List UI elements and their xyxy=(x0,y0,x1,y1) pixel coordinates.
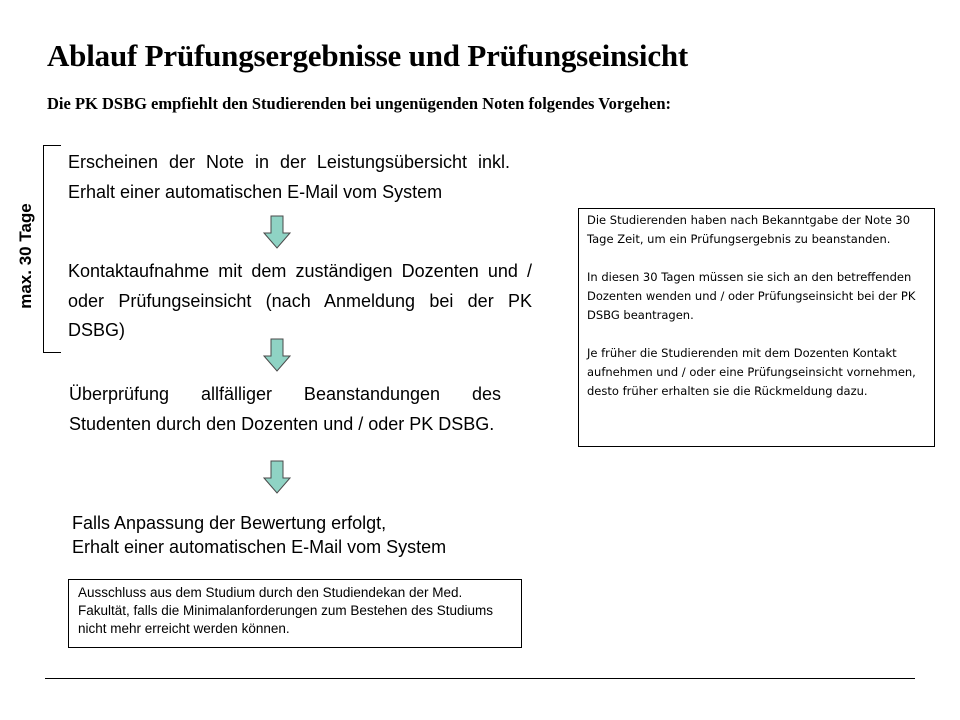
step-grade-published: Erscheinen der Note in der Leistungsübersicht inkl. Erhalt einer automatischen E-Mail vom System xyxy=(68,152,510,202)
page-subtitle: Die PK DSBG empfiehlt den Studierenden bei ungenügenden Noten folgendes Vorgehen: xyxy=(47,94,672,113)
step-review-complaints: Überprüfung allfälliger Beanstandungen des Studenten durch den Dozenten und / oder PK DSBG. xyxy=(69,384,501,434)
down-arrow-icon xyxy=(263,338,291,372)
down-arrow-icon xyxy=(263,215,291,249)
step-contact-lecturer: Kontaktaufnahme mit dem zuständigen Dozenten und / oder Prüfungseinsicht (nach Anmeldung bei der PK DSBG) xyxy=(68,261,532,340)
info-paragraph: In diesen 30 Tagen müssen sie sich an den betreffenden Dozenten wenden und / oder Prüfungseinsicht bei der PK DSBG beantragen. xyxy=(587,270,916,322)
page-title: Ablauf Prüfungsergebnisse und Prüfungseinsicht xyxy=(47,38,689,73)
timeframe-bracket xyxy=(43,145,44,353)
step-grade-adjusted: Falls Anpassung der Bewertung erfolgt, Erhalt einer automatischen E-Mail vom System xyxy=(72,513,447,557)
timeframe-bracket-top xyxy=(43,145,61,146)
timeframe-label: max. 30 Tage xyxy=(16,203,35,309)
exclusion-note: Ausschluss aus dem Studium durch den Studiendekan der Med. Fakultät, falls die Minimalanforderungen zum Bestehen des Studiums nicht mehr erreicht werden können. xyxy=(68,579,522,648)
info-paragraph: Die Studierenden haben nach Bekanntgabe der Note 30 Tage Zeit, um ein Prüfungsergebnis zu beanstanden. xyxy=(587,213,911,246)
info-box xyxy=(578,208,935,447)
info-paragraph: Je früher die Studierenden mit dem Dozenten Kontakt aufnehmen und / oder eine Prüfungseinsicht vornehmen, desto früher erhalten sie die Rückmeldung dazu. xyxy=(587,346,916,398)
down-arrow-icon xyxy=(263,460,291,494)
timeframe-bracket-bottom xyxy=(43,352,61,353)
bottom-divider xyxy=(45,678,915,679)
